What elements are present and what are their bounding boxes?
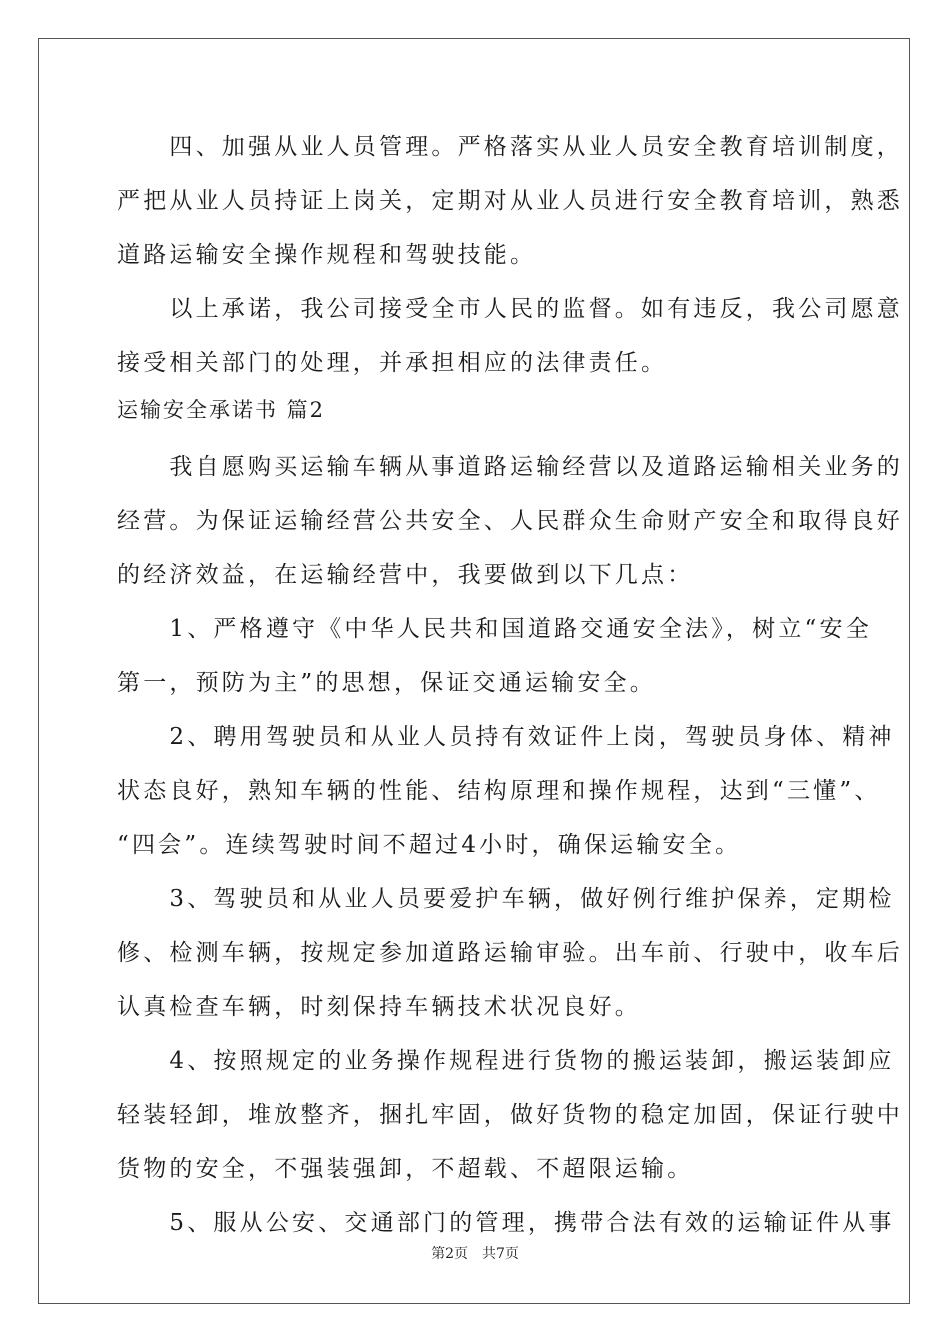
page-number-footer: 第2页 共7页 xyxy=(431,1246,519,1262)
text-line: “四会”。连续驾驶时间不超过4小时，确保运输安全。 xyxy=(117,832,742,858)
document-body xyxy=(117,120,903,1250)
paragraph xyxy=(117,602,872,710)
text-line: 四、加强从业人员管理。严格落实从业人员安全教育培训制度， xyxy=(117,134,903,160)
paragraph xyxy=(117,1196,895,1250)
text-line: 2、聘用驾驶员和从业人员持有效证件上岗，驾驶员身体、精神 xyxy=(117,724,895,750)
text-line: 经营。为保证运输经营公共安全、人民群众生命财产安全和取得良好 xyxy=(117,508,903,534)
paragraph xyxy=(117,120,903,282)
text-line: 严把从业人员持证上岗关，定期对从业人员进行安全教育培训，熟悉 xyxy=(117,188,903,214)
text-line: 货物的安全，不强装强卸，不超载、不超限运输。 xyxy=(117,1156,694,1182)
paragraph xyxy=(117,872,903,1034)
text-line: 状态良好，熟知车辆的性能、结构原理和操作规程，达到“三懂”、 xyxy=(117,778,881,804)
paragraph xyxy=(117,1034,903,1196)
text-line: 认真检查车辆，时刻保持车辆技术状况良好。 xyxy=(117,994,641,1020)
section-heading: 运输安全承诺书 篇2 xyxy=(117,398,326,422)
text-line: 道路运输安全操作规程和驾驶技能。 xyxy=(117,242,537,268)
text-line: 第一，预防为主”的思想，保证交通运输安全。 xyxy=(117,670,656,696)
text-line: 4、按照规定的业务操作规程进行货物的搬运装卸，搬运装卸应 xyxy=(117,1048,895,1074)
text-line: 3、驾驶员和从业人员要爱护车辆，做好例行维护保养，定期检 xyxy=(117,886,895,912)
text-line: 的经济效益，在运输经营中，我要做到以下几点： xyxy=(117,562,694,588)
paragraph xyxy=(117,710,895,872)
paragraph xyxy=(117,440,903,602)
text-line: 我自愿购买运输车辆从事道路运输经营以及道路运输相关业务的 xyxy=(117,454,903,480)
text-line: 接受相关部门的处理，并承担相应的法律责任。 xyxy=(117,350,668,376)
text-line: 以上承诺，我公司接受全市人民的监督。如有违反，我公司愿意 xyxy=(117,296,903,322)
text-line: 轻装轻卸，堆放整齐，捆扎牢固，做好货物的稳定加固，保证行驶中 xyxy=(117,1102,903,1128)
text-line: 5、服从公安、交通部门的管理，携带合法有效的运输证件从事 xyxy=(117,1210,895,1236)
text-line: 1、严格遵守《中华人民共和国道路交通安全法》，树立“安全 xyxy=(117,616,872,642)
paragraph xyxy=(117,282,903,390)
text-line: 修、检测车辆，按规定参加道路运输审验。出车前、行驶中，收车后 xyxy=(117,940,903,966)
